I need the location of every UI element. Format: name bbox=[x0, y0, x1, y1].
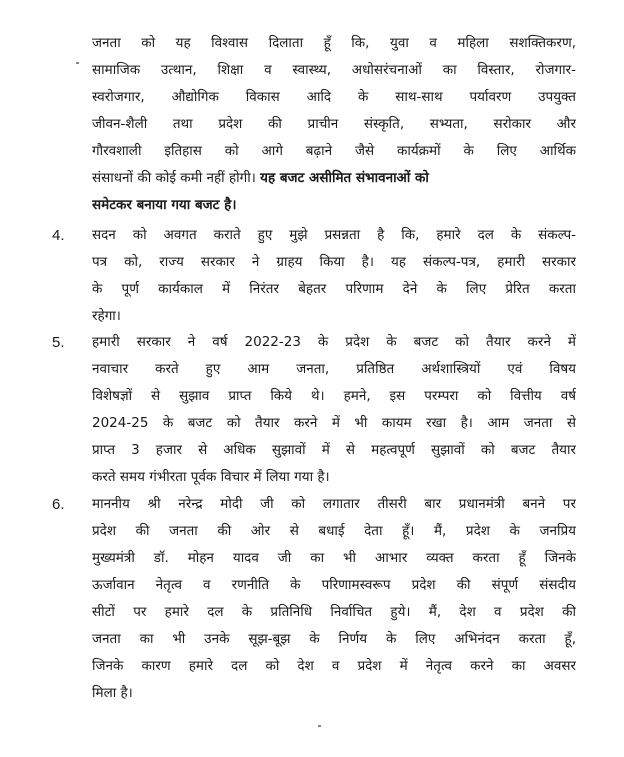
paragraph-number: 5. bbox=[52, 334, 65, 351]
text-line: रहेगा। bbox=[92, 308, 121, 324]
text-line: हमारी सरकार ने वर्ष 2022-23 के प्रदेश के बजट को तैयार करने में bbox=[92, 334, 576, 350]
text-line: जीवन-शैली तथा प्रदेश की प्राचीन संस्कृति, सभ्यता, सरोकार और bbox=[92, 116, 576, 132]
text-line: सदन को अवगत कराते हुए मुझे प्रसन्नता है कि, हमारे दल के संकल्प- bbox=[92, 227, 576, 243]
text-line: विशेषज्ञों से सुझाव प्राप्त किये थे। हमने, इस परम्परा को वित्तीय वर्ष bbox=[92, 388, 576, 404]
text-line: स्वरोजगार, औद्योगिक विकास आदि के साथ-साथ पर्यावरण उपयुक्त bbox=[92, 89, 576, 105]
bold-text: यह बजट असीमित संभावनाओं को bbox=[260, 170, 429, 186]
paragraph-4 bbox=[92, 222, 576, 330]
scan-speck bbox=[76, 62, 79, 64]
text-line: पत्र को, राज्य सरकार ने ग्राहय किया है। यह संकल्प-पत्र, हमारी सरकार bbox=[92, 254, 576, 270]
text-line: के पूर्ण कार्यकाल में निरंतर बेहतर परिणाम देने के लिए प्रेरित करता bbox=[92, 281, 576, 297]
text-line: मिला है। bbox=[92, 685, 133, 701]
paragraph-5 bbox=[92, 329, 576, 491]
paragraph-6 bbox=[92, 491, 576, 707]
text-line: जिनके कारण हमारे दल को देश व प्रदेश में नेतृत्व करने का अवसर bbox=[92, 658, 576, 674]
text-line: करते समय गंभीरता पूर्वक विचार में लिया गया है। bbox=[92, 469, 330, 485]
paragraph-number: 4. bbox=[52, 227, 65, 244]
text-line: जनता को यह विश्वास दिलाता हूँ कि, युवा व महिला सशक्तिकरण, bbox=[92, 35, 576, 51]
text-line: ऊर्जावान नेतृत्व व रणनीति के परिणामस्वरूप प्रदेश की संपूर्ण संसदीय bbox=[92, 577, 576, 593]
scan-speck bbox=[318, 725, 321, 727]
text-line: जनता का भी उनके सूझ-बूझ के निर्णय के लिए अभिनंदन करता हूँ, bbox=[92, 631, 576, 647]
text-segment: संसाधनों की कोई कमी नहीं होगी। bbox=[92, 170, 256, 186]
text-line: नवाचार करते हुए आम जनता, प्रतिष्ठित अर्थशास्त्रियों एवं विषय bbox=[92, 361, 576, 377]
text-line: माननीय श्री नरेन्द्र मोदी जी को लगातार तीसरी बार प्रधानमंत्री बनने पर bbox=[92, 496, 576, 512]
bold-text-line: समेटकर बनाया गया बजट है। bbox=[92, 197, 237, 213]
text-line: प्रदेश की जनता की ओर से बधाई देता हूँ। मैं, प्रदेश के जनप्रिय bbox=[92, 523, 576, 539]
paragraph-number: 6. bbox=[52, 496, 65, 513]
paragraph-continuation bbox=[92, 30, 576, 219]
text-line: सीटों पर हमारे दल के प्रतिनिधि निर्वाचित हुये। मैं, देश व प्रदेश की bbox=[92, 604, 576, 620]
text-line bbox=[92, 165, 576, 192]
text-line: 2024-25 के बजट को तैयार करने में भी कायम रखा है। आम जनता से bbox=[92, 415, 576, 431]
text-line: मुख्यमंत्री डॉ. मोहन यादव जी का भी आभार व्यक्त करता हूँ जिनके bbox=[92, 550, 576, 566]
text-line: सामाजिक उत्थान, शिक्षा व स्वास्थ्य, अधोसरंचनाओं का विस्तार, रोजगार- bbox=[92, 62, 576, 78]
text-line: प्राप्त 3 हजार से अधिक सुझावों में से महत्वपूर्ण सुझावों को बजट तैयार bbox=[92, 442, 576, 458]
text-line: गौरवशाली इतिहास को आगे बढ़ाने जैसे कार्यक्रमों के लिए आर्थिक bbox=[92, 143, 576, 159]
